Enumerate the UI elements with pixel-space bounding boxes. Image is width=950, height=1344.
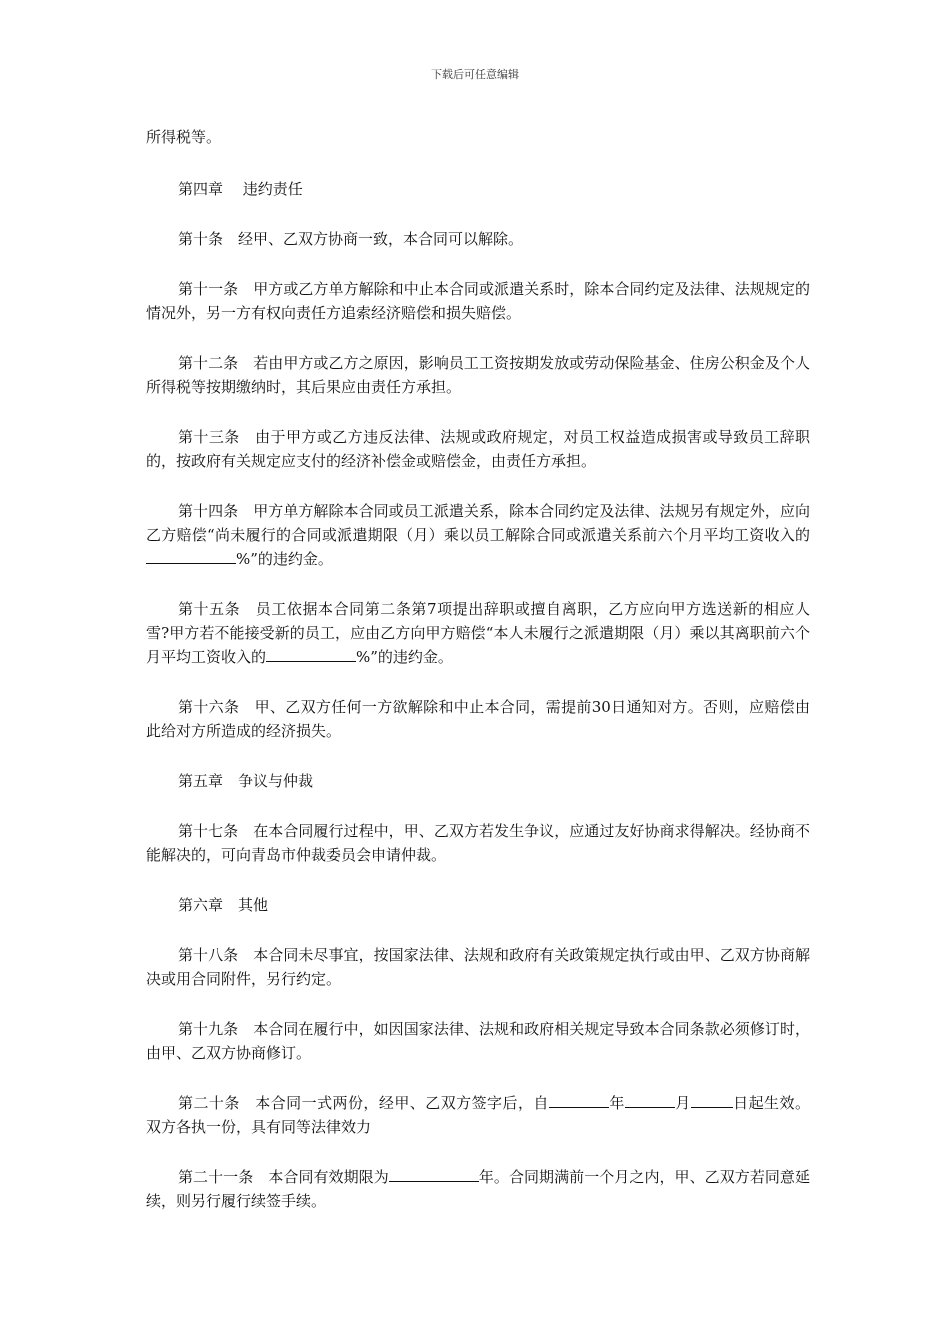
article-13: 第十三条 由于甲方或乙方违反法律、法规或政府规定，对员工权益造成损害或导致员工辞职的，按政府有关规定应支付的经济补偿金或赔偿金，由责任方承担。 — [146, 428, 810, 470]
article-20-tail: 日起生效。双方各执一份，具有同等法律效力 — [146, 1094, 810, 1136]
article-10: 第十条 经甲、乙双方协商一致，本合同可以解除。 — [178, 230, 524, 248]
month-blank — [625, 1091, 675, 1108]
article-15-text: 第十五条 员工依据本合同第二条第7项提出辞职或擅自离职，乙方应向甲方选送新的相应人雪?甲方若不能接受新的员工，应由乙方向甲方赔偿“本人未履行之派遣期限（月）乘以其离职前六个月平均工资收入的 — [146, 600, 810, 666]
article-19: 第十九条 本合同在履行中，如因国家法律、法规和政府相关规定导致本合同条款必须修订时，由甲、乙双方协商修订。 — [146, 1020, 810, 1062]
year-label: 年 — [608, 1094, 625, 1112]
article-14 — [146, 499, 810, 571]
page-header: 下载后可任意编辑 — [431, 68, 519, 81]
year-blank — [549, 1091, 609, 1108]
term-years-blank — [389, 1165, 479, 1182]
article-14-text: 第十四条 甲方单方解除本合同或员工派遣关系，除本合同约定及法律、法规另有规定外，应向乙方赔偿“尚未履行的合同或派遣期限（月）乘以员工解除合同或派遣关系前六个月平均工资收入的 — [146, 502, 810, 544]
article-21 — [146, 1165, 810, 1213]
article-20-text: 第二十条 本合同一式两份，经甲、乙双方签字后，自 — [178, 1094, 549, 1112]
article-15 — [146, 597, 810, 669]
article-20 — [146, 1091, 810, 1139]
article-18: 第十八条 本合同未尽事宜，按国家法律、法规和政府有关政策规定执行或由甲、乙双方协商解决或用合同附件，另行约定。 — [146, 946, 810, 988]
article-12: 第十二条 若由甲方或乙方之原因，影响员工工资按期发放或劳动保险基金、住房公积金及个人所得税等按期缴纳时，其后果应由责任方承担。 — [146, 354, 810, 396]
article-21-text: 第二十一条 本合同有效期限为 — [178, 1168, 389, 1186]
article-17: 第十七条 在本合同履行过程中，甲、乙双方若发生争议，应通过友好协商求得解决。经协商不能解决的，可向青岛市仲裁委员会申请仲裁。 — [146, 822, 810, 864]
month-label: 月 — [674, 1094, 691, 1112]
article-15-tail: %”的违约金。 — [356, 648, 453, 666]
article-14-tail: %”的违约金。 — [236, 550, 333, 568]
paragraph-continuation: 所得税等。 — [146, 128, 222, 146]
chapter-4-heading: 第四章 违约责任 — [178, 180, 303, 198]
percentage-blank — [146, 547, 236, 564]
article-21-tail: 年。合同期满前一个月之内，甲、乙双方若同意延续，则另行履行续签手续。 — [146, 1168, 810, 1210]
chapter-5-heading: 第五章 争议与仲裁 — [178, 772, 314, 790]
article-16: 第十六条 甲、乙双方任何一方欲解除和中止本合同，需提前30日通知对方。否则，应赔偿由此给对方所造成的经济损失。 — [146, 698, 810, 740]
percentage-blank — [266, 645, 356, 662]
chapter-6-heading: 第六章 其他 — [178, 896, 269, 914]
day-blank — [691, 1091, 733, 1108]
document-body — [146, 125, 810, 1239]
article-11: 第十一条 甲方或乙方单方解除和中止本合同或派遣关系时，除本合同约定及法律、法规规定的情况外，另一方有权向责任方追索经济赔偿和损失赔偿。 — [146, 280, 810, 322]
